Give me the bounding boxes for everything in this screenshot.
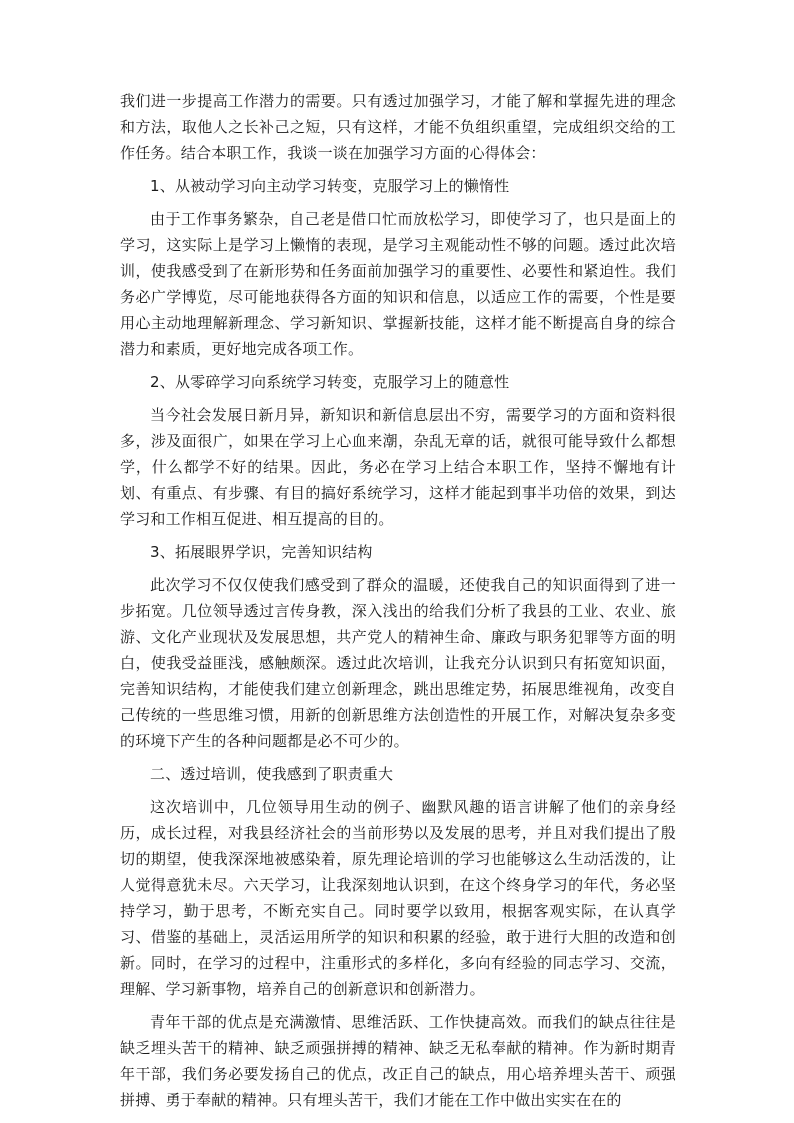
paragraph-body: 当今社会发展日新月异，新知识和新信息层出不穷，需要学习的方面和资料很多，涉及面很广，如果在学习上心血来潮，杂乱无章的话，就很可能导致什么都想学，什么都学不好的结果。因此，务必在学习上结合本职工作，坚持不懈地有计划、有重点、有步骤、有目的搞好系统学习，这样才能起到事半功倍的效果，到达学习和工作相互促进、相互提高的目的。 [120, 406, 676, 528]
document-body [120, 88, 676, 1120]
section-heading-2: 2、从零碎学习向系统学习转变，克服学习上的随意性 [150, 373, 510, 391]
paragraph-body: 此次学习不仅仅使我们感受到了群众的温暖，还使我自己的知识面得到了进一步拓宽。几位领导透过言传身教，深入浅出的给我们分析了我县的工业、农业、旅游、文化产业现状及发展思想，共产党人的精神生命、廉政与职务犯罪等方面的明白，使我受益匪浅，感触颇深。透过此次培训，让我充分认识到只有拓宽知识面，完善知识结构，才能使我们建立创新理念，跳出思维定势，拓展思维视角，改变自己传统的一些思维习惯，用新的创新思维方法创造性的开展工作，对解决复杂多变的环境下产生的各种问题都是必不可少的。 [120, 576, 676, 750]
paragraph-body: 这次培训中，几位领导用生动的例子、幽默风趣的语言讲解了他们的亲身经历，成长过程，对我县经济社会的当前形势以及发展的思考，并且对我们提出了殷切的期望，使我深深地被感染着，原先理论培训的学习也能够这么生动活泼的，让人觉得意犹未尽。六天学习，让我深刻地认识到，在这个终身学习的年代，务必坚持学习，勤于思考，不断充实自己。同时要学以致用，根据客观实际，在认真学习、借鉴的基础上，灵活运用所学的知识和积累的经验，敢于进行大胆的改造和创新。同时，在学习的过程中，注重形式的多样化，多向有经验的同志学习、交流，理解、学习新事物，培养自己的创新意识和创新潜力。 [120, 798, 676, 998]
section-heading-1: 1、从被动学习向主动学习转变，克服学习上的懒惰性 [150, 177, 510, 195]
section-heading-part-two: 二、透过培训，使我感到了职责重大 [150, 765, 394, 783]
paragraph-body: 由于工作事务繁杂，自己老是借口忙而放松学习，即使学习了，也只是面上的学习，这实际上是学习上懒惰的表现，是学习主观能动性不够的问题。透过此次培训，使我感受到了在新形势和任务面前加强学习的重要性、必要性和紧迫性。我们务必广学博览，尽可能地获得各方面的知识和信息，以适应工作的需要，个性是要用心主动地理解新理念、学习新知识、掌握新技能，这样才能不断提高自身的综合潜力和素质，更好地完成各项工作。 [120, 210, 676, 358]
paragraph-intro-continuation: 我们进一步提高工作潜力的需要。只有透过加强学习，才能了解和掌握先进的理念和方法，取他人之长补己之短，只有这样，才能不负组织重望，完成组织交给的工作任务。结合本职工作，我谈一谈在加强学习方面的心得体会： [120, 92, 676, 162]
section-heading-3: 3、拓展眼界学识，完善知识结构 [150, 543, 373, 561]
paragraph-body: 青年干部的优点是充满激情、思维活跃、工作快捷高效。而我们的缺点往往是缺乏埋头苦干的精神、缺乏顽强拼搏的精神、缺乏无私奉献的精神。作为新时期青年干部，我们务必要发扬自己的优点，改正自己的缺点，用心培养埋头苦干、顽强拼搏、勇于奉献的精神。只有埋头苦干，我们才能在工作中做出实实在在的 [120, 1013, 676, 1109]
